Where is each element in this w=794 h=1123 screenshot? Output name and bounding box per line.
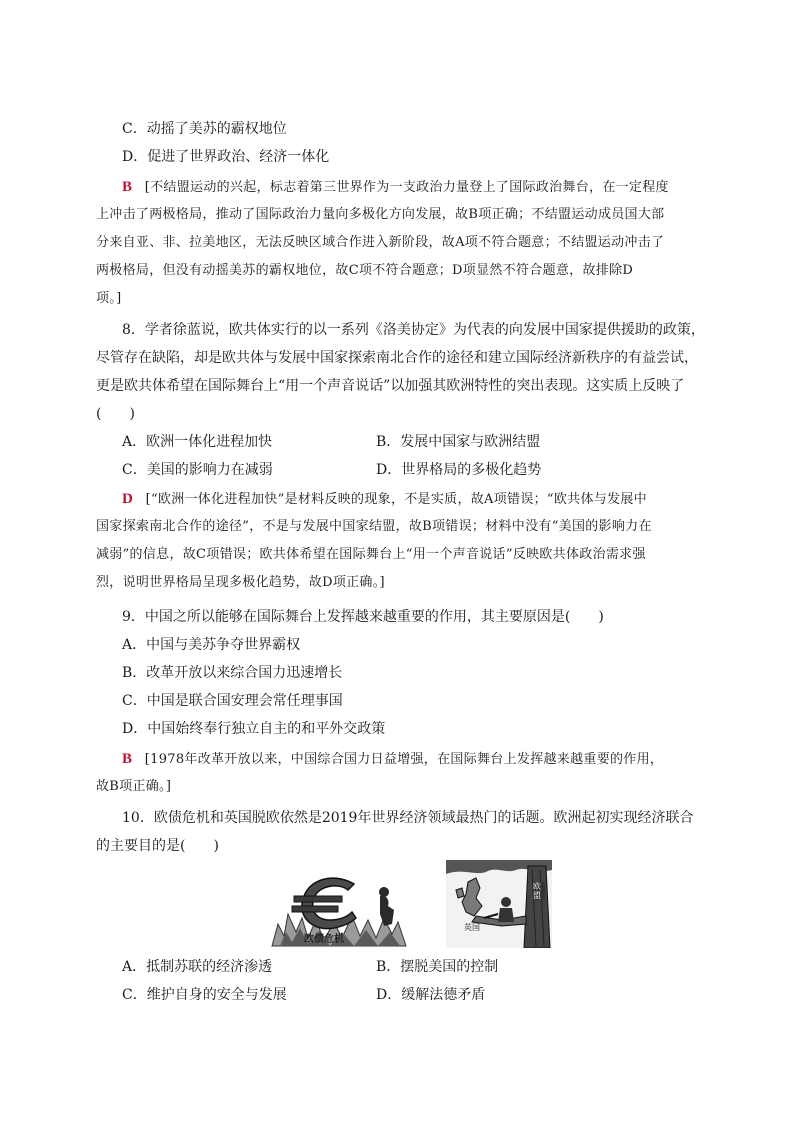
q7-explanation-line-2: 上冲击了两极格局，推动了国际政治力量向多极化方向发展，故B项正确；不结盟运动成员国大部 bbox=[96, 207, 665, 222]
q7-explanation-line-3: 分来自亚、非、拉美地区，无法反映区域合作进入新阶段，故A项不符合题意；不结盟运动冲击了 bbox=[96, 235, 665, 250]
q9-option-a: A．中国与美苏争夺世界霸权 bbox=[122, 637, 301, 653]
q9-option-d: D．中国始终奉行独立自主的和平外交政策 bbox=[122, 721, 386, 737]
q8-explanation-line-4: 烈，说明世界格局呈现多极化趋势，故D项正确。] bbox=[96, 575, 385, 590]
q8-stem-line-1: 8．学者徐蓝说，欧共体实行的以一系列《洛美协定》为代表的向发展中国家提供援助的政策， bbox=[122, 322, 705, 338]
q8-option-c: C．美国的影响力在减弱 bbox=[122, 462, 273, 478]
q8-stem-line-3: 更是欧共体希望在国际舞台上“用一个声音说话”以加强其欧洲特性的突出表现。这实质上反映了 bbox=[96, 378, 685, 394]
q7-explanation-line-4: 两极格局，但没有动摇美苏的霸权地位，故C项不符合题意；D项显然不符合题意，故排除D bbox=[96, 263, 634, 278]
q8-option-d: D．世界格局的多极化趋势 bbox=[376, 462, 542, 478]
q8-stem-line-4: ( ) bbox=[96, 406, 135, 422]
q9-explanation-line-1 bbox=[122, 749, 663, 770]
q8-explanation-line-2: 国家探索南北合作的途径”，不是与发展中国家结盟，故B项错误；材料中没有“美国的影响力在 bbox=[96, 519, 652, 534]
q8-option-a: A．欧洲一体化进程加快 bbox=[122, 434, 273, 450]
q7-answer-letter: B bbox=[122, 179, 133, 195]
q10-option-c: C．维护自身的安全与发展 bbox=[122, 987, 287, 1003]
q8-stem-line-2: 尽管存在缺陷，却是欧共体与发展中国家探索南北合作的途径和建立国际经济新秩序的有益尝试， bbox=[96, 350, 698, 366]
q10-stem-line-2: 的主要目的是( ) bbox=[96, 838, 219, 854]
q8-explanation-text: [“欧洲一体化进程加快”是材料反映的现象，不是实质，故A项错误；“欧共体与发展中 bbox=[145, 492, 647, 507]
q7-explanation-line-1 bbox=[122, 177, 669, 198]
q10-option-d: D．缓解法德矛盾 bbox=[376, 987, 486, 1003]
brexit-illustration bbox=[446, 860, 552, 948]
euro-crisis-illustration bbox=[268, 866, 410, 948]
uk-label: 英国 bbox=[464, 923, 480, 932]
q10-stem-line-1: 10．欧债危机和英国脱欧依然是2019年世界经济领域最热门的话题。欧洲起初实现经济联合 bbox=[122, 810, 694, 826]
q9-explanation-text: [1978年改革开放以来，中国综合国力日益增强，在国际舞台上发挥越来越重要的作用， bbox=[144, 752, 664, 767]
q8-option-b: B．发展中国家与欧洲结盟 bbox=[376, 434, 541, 450]
q10-option-b: B．摆脱美国的控制 bbox=[376, 959, 499, 975]
q9-option-c: C．中国是联合国安理会常任理事国 bbox=[122, 693, 343, 709]
eu-label: 欧盟 bbox=[533, 882, 545, 900]
q9-option-b: B．改革开放以来综合国力迅速增长 bbox=[122, 665, 343, 681]
q9-answer-letter: B bbox=[122, 751, 133, 767]
q10-option-a: A．抵制苏联的经济渗透 bbox=[122, 959, 273, 975]
q9-stem: 9．中国之所以能够在国际舞台上发挥越来越重要的作用，其主要原因是( ) bbox=[122, 609, 604, 625]
q7-option-d: D．促进了世界政治、经济一体化 bbox=[122, 149, 330, 165]
q7-explanation-line-5: 项。] bbox=[96, 291, 122, 306]
euro-crisis-caption: 欧债危机 bbox=[304, 934, 344, 945]
q8-explanation-line-1 bbox=[122, 489, 647, 510]
q8-explanation-line-3: 减弱”的信息，故C项错误；欧共体希望在国际舞台上“用一个声音说话”反映欧共体政治需求强 bbox=[96, 547, 646, 562]
q9-explanation-line-2: 故B项正确。] bbox=[96, 779, 172, 794]
q7-option-c: C．动摇了美苏的霸权地位 bbox=[122, 121, 287, 137]
q8-answer-letter: D bbox=[122, 491, 134, 507]
q7-explanation-text: [不结盟运动的兴起，标志着第三世界作为一支政治力量登上了国际政治舞台，在一定程度 bbox=[144, 180, 669, 195]
